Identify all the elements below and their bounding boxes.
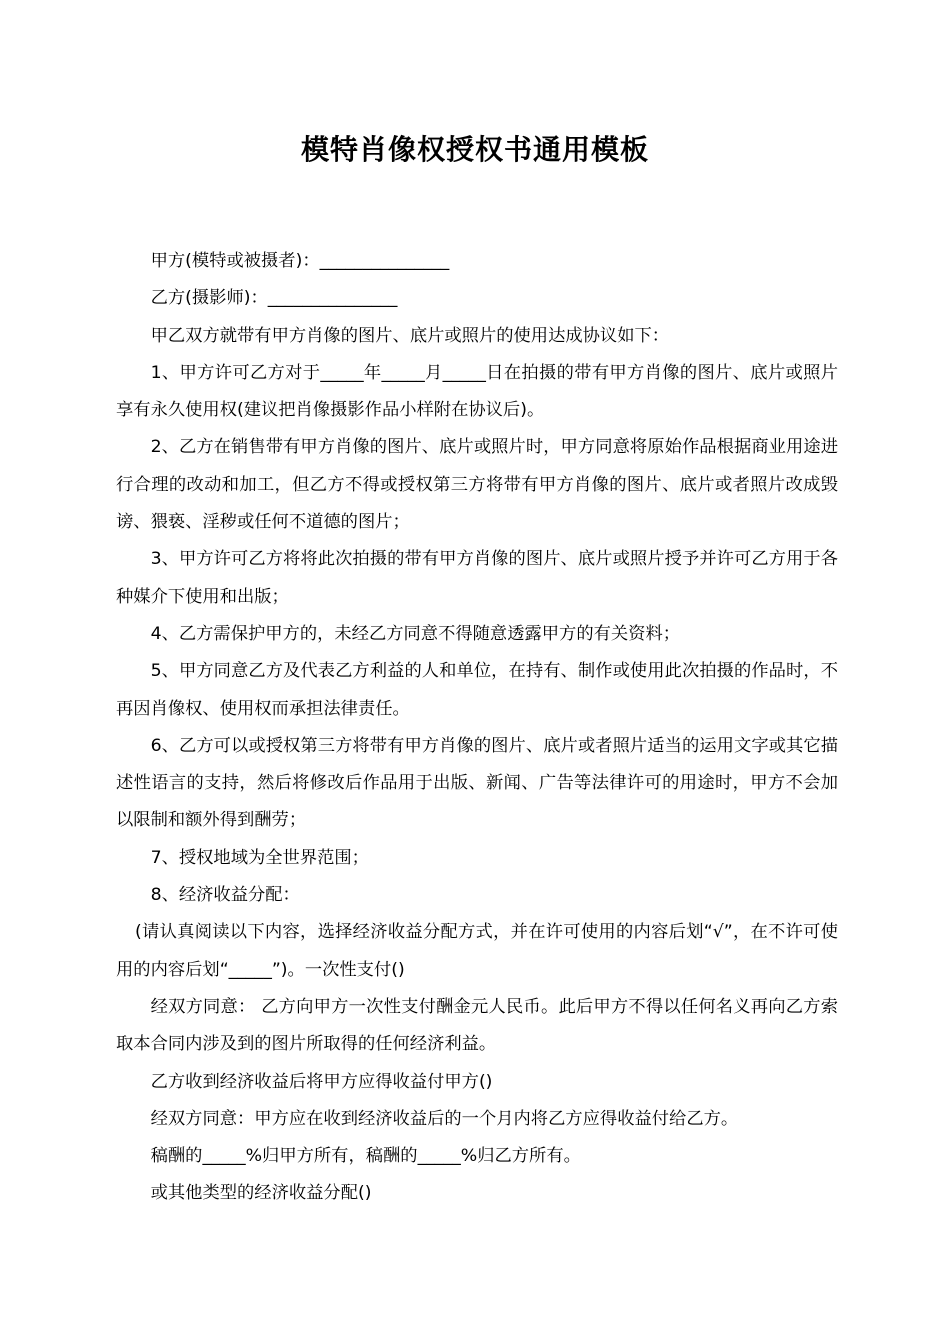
document-title: 模特肖像权授权书通用模板 — [300, 133, 649, 166]
revenue-share-option: 乙方收到经济收益后将甲方应得收益付甲方() — [150, 1071, 493, 1092]
clause-6: 6、乙方可以或授权第三方将带有甲方肖像的图片、底片或者照片适当的运用文字或其它描述性语言的支持，然后将修改后作品用于出版、新闻、广告等法律许可的用途时，甲方不会加以限制和额外得到酬劳； — [116, 735, 838, 831]
clause-8: 8、经济收益分配： — [150, 885, 300, 906]
lump-sum-terms: 经双方同意： 乙方向甲方一次性支付酬金元人民币。此后甲方不得以任何名义再向乙方索取本合同内涉及到的图片所取得的任何经济利益。 — [116, 996, 838, 1055]
party-b-line: 乙方(摄影师)：_______________ — [150, 288, 398, 309]
other-distribution-option: 或其他类型的经济收益分配() — [150, 1183, 372, 1204]
clause-4: 4、乙方需保护甲方的，未经乙方同意不得随意透露甲方的有关资料； — [150, 623, 681, 644]
clause-7: 7、授权地域为全世界范围； — [150, 847, 369, 868]
clause-1: 1、甲方许可乙方对于_____年_____月_____日在拍摄的带有甲方肖像的图片、底片或照片享有永久使用权(建议把肖像摄影作品小样附在协议后)。 — [116, 362, 838, 421]
document-body — [116, 243, 838, 1213]
party-a-line: 甲方(模特或被摄者)：_______________ — [150, 251, 450, 271]
clause-5: 5、甲方同意乙方及代表乙方利益的人和单位，在持有、制作或使用此次拍摄的作品时，不再因肖像权、使用权而承担法律责任。 — [116, 661, 838, 719]
revenue-share-terms: 经双方同意：甲方应在收到经济收益后的一个月内将乙方应得收益付给乙方。 — [150, 1108, 739, 1129]
clause-2: 2、乙方在销售带有甲方肖像的图片、底片或照片时，甲方同意将原始作品根据商业用途进行合理的改动和加工，但乙方不得或授权第三方将带有甲方肖像的图片、底片或者照片改成毁谤、猥亵、淫秽或任何不道德的图片； — [116, 437, 838, 533]
payment-instructions: (请认真阅读以下内容，选择经济收益分配方式，并在许可使用的内容后划“√”，在不许可使用的内容后划“_____”)。一次性支付() — [116, 922, 838, 980]
clause-3: 3、甲方许可乙方将将此次拍摄的带有甲方肖像的图片、底片或照片授予并许可乙方用于各种媒介下使用和出版； — [116, 549, 838, 607]
agreement-intro: 甲乙双方就带有甲方肖像的图片、底片或照片的使用达成协议如下： — [150, 325, 670, 346]
royalty-split: 稿酬的_____%归甲方所有，稿酬的_____%归乙方所有。 — [150, 1146, 581, 1167]
